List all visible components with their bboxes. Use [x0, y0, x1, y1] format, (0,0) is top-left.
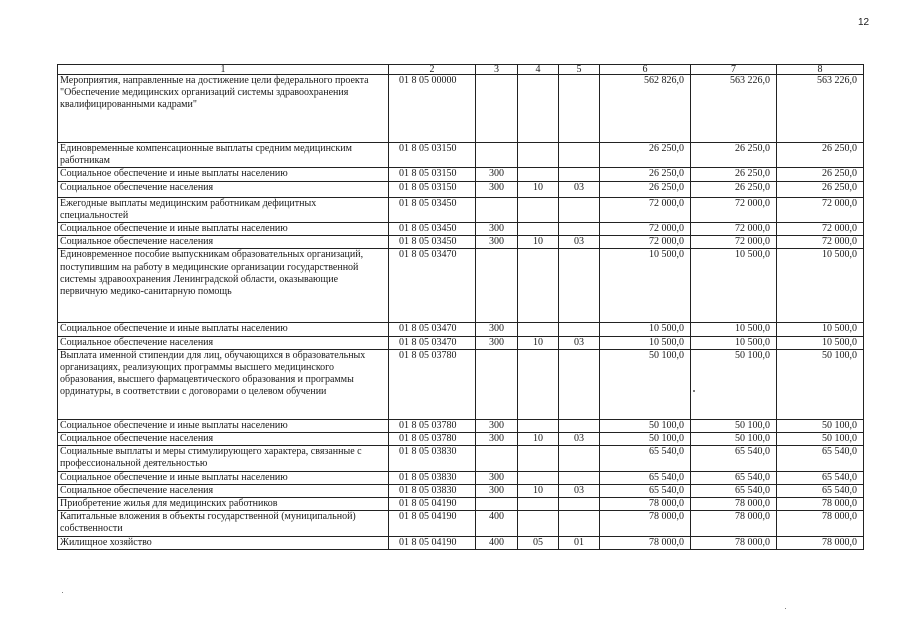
cell-t3: 300	[476, 181, 518, 197]
scan-speck	[62, 592, 63, 593]
cell-t4	[518, 197, 559, 222]
cell-v6: 10 500,0	[600, 336, 691, 349]
page-number: 12	[858, 17, 870, 28]
cell-code: 01 8 05 03470	[389, 336, 476, 349]
table-row	[58, 75, 864, 143]
cell-t5: 03	[559, 433, 600, 446]
cell-code: 01 8 05 04190	[389, 536, 476, 549]
cell-v8: 78 000,0	[777, 536, 864, 549]
cell-name: Жилищное хозяйство	[58, 536, 389, 549]
table-row	[58, 143, 864, 168]
cell-t4	[518, 471, 559, 484]
cell-v8: 26 250,0	[777, 168, 864, 181]
cell-t3: 300	[476, 419, 518, 432]
cell-v8: 72 000,0	[777, 223, 864, 236]
cell-v8: 50 100,0	[777, 433, 864, 446]
cell-t4	[518, 446, 559, 471]
header-cell: 4	[518, 65, 559, 75]
cell-t4: 10	[518, 484, 559, 497]
header-cell: 2	[389, 65, 476, 75]
cell-name: Социальные выплаты и меры стимулирующего характера, связанные с профессиональной деятельностью	[58, 446, 389, 471]
header-cell: 1	[58, 65, 389, 75]
cell-v8: 78 000,0	[777, 511, 864, 536]
cell-code: 01 8 05 03830	[389, 471, 476, 484]
cell-name: Приобретение жилья для медицинских работников	[58, 498, 389, 511]
table-row	[58, 536, 864, 549]
cell-t3: 300	[476, 484, 518, 497]
cell-v7: 50 100,0	[691, 433, 777, 446]
cell-t3: 300	[476, 323, 518, 336]
cell-t3: 300	[476, 223, 518, 236]
cell-v8: 65 540,0	[777, 471, 864, 484]
cell-name: Социальное обеспечение и иные выплаты населению	[58, 419, 389, 432]
table-row	[58, 419, 864, 432]
cell-v6: 78 000,0	[600, 536, 691, 549]
cell-v8: 26 250,0	[777, 143, 864, 168]
header-cell: 5	[559, 65, 600, 75]
table-row	[58, 181, 864, 197]
cell-name: Выплата именной стипендии для лиц, обучающихся в образовательных организациях, реализующих программы высшего медицинского образования, высшего фармацевтического образования и программы ординатуры, в соответствии с договорами о целевом обучении	[58, 349, 389, 419]
cell-code: 01 8 05 00000	[389, 75, 476, 143]
cell-t5	[559, 223, 600, 236]
cell-code: 01 8 05 03780	[389, 433, 476, 446]
cell-t5: 03	[559, 484, 600, 497]
table-row	[58, 197, 864, 222]
cell-code: 01 8 05 03150	[389, 143, 476, 168]
cell-v8: 10 500,0	[777, 323, 864, 336]
cell-v6: 65 540,0	[600, 471, 691, 484]
table-row	[58, 168, 864, 181]
cell-v8: 50 100,0	[777, 349, 864, 419]
table-row	[58, 249, 864, 323]
cell-t3	[476, 249, 518, 323]
cell-t5	[559, 323, 600, 336]
cell-v8: 50 100,0	[777, 419, 864, 432]
cell-v6: 50 100,0	[600, 419, 691, 432]
cell-t3	[476, 446, 518, 471]
cell-code: 01 8 05 03150	[389, 168, 476, 181]
cell-v6: 26 250,0	[600, 181, 691, 197]
cell-v8: 10 500,0	[777, 249, 864, 323]
cell-t5: 01	[559, 536, 600, 549]
table-row	[58, 471, 864, 484]
cell-t5	[559, 446, 600, 471]
cell-t3	[476, 75, 518, 143]
cell-t5: 03	[559, 181, 600, 197]
cell-t4	[518, 75, 559, 143]
cell-v6: 10 500,0	[600, 323, 691, 336]
cell-name: Социальное обеспечение и иные выплаты населению	[58, 471, 389, 484]
cell-v6: 65 540,0	[600, 446, 691, 471]
cell-v6: 26 250,0	[600, 168, 691, 181]
header-cell: 6	[600, 65, 691, 75]
cell-name: Ежегодные выплаты медицинским работникам дефицитных специальностей	[58, 197, 389, 222]
cell-code: 01 8 05 03780	[389, 349, 476, 419]
budget-table	[57, 64, 864, 550]
cell-name: Капитальные вложения в объекты государственной (муниципальной) собственности	[58, 511, 389, 536]
cell-v6: 10 500,0	[600, 249, 691, 323]
cell-code: 01 8 05 03470	[389, 249, 476, 323]
table-row	[58, 484, 864, 497]
cell-t4	[518, 168, 559, 181]
cell-t3: 400	[476, 511, 518, 536]
cell-t4	[518, 249, 559, 323]
cell-name: Социальное обеспечение и иные выплаты населению	[58, 223, 389, 236]
cell-code: 01 8 05 03450	[389, 236, 476, 249]
table-row	[58, 236, 864, 249]
cell-v6: 78 000,0	[600, 498, 691, 511]
cell-t4	[518, 419, 559, 432]
cell-t4: 10	[518, 236, 559, 249]
table-row	[58, 498, 864, 511]
cell-t3	[476, 197, 518, 222]
table-row	[58, 511, 864, 536]
cell-v7: 10 500,0	[691, 336, 777, 349]
cell-v7: 50 100,0	[691, 419, 777, 432]
cell-t4	[518, 143, 559, 168]
cell-v7: 65 540,0	[691, 471, 777, 484]
cell-t3: 300	[476, 471, 518, 484]
cell-t4	[518, 498, 559, 511]
table-row	[58, 323, 864, 336]
cell-t5	[559, 143, 600, 168]
cell-name: Социальное обеспечение и иные выплаты населению	[58, 168, 389, 181]
cell-v8: 65 540,0	[777, 484, 864, 497]
cell-name: Социальное обеспечение населения	[58, 484, 389, 497]
cell-t5	[559, 197, 600, 222]
cell-t5	[559, 249, 600, 323]
cell-name: Социальное обеспечение населения	[58, 236, 389, 249]
cell-v7: 72 000,0	[691, 223, 777, 236]
table-row	[58, 223, 864, 236]
cell-code: 01 8 05 03450	[389, 223, 476, 236]
cell-v7: 50 100,0	[691, 349, 777, 419]
cell-v8: 26 250,0	[777, 181, 864, 197]
cell-t3: 300	[476, 433, 518, 446]
cell-code: 01 8 05 03470	[389, 323, 476, 336]
cell-v7: 10 500,0	[691, 249, 777, 323]
cell-v7: 26 250,0	[691, 143, 777, 168]
cell-t3: 300	[476, 168, 518, 181]
cell-v6: 562 826,0	[600, 75, 691, 143]
cell-name: Социальное обеспечение населения	[58, 433, 389, 446]
header-cell: 8	[777, 65, 864, 75]
cell-t5	[559, 75, 600, 143]
cell-v8: 563 226,0	[777, 75, 864, 143]
cell-v7: 10 500,0	[691, 323, 777, 336]
cell-v7: 26 250,0	[691, 168, 777, 181]
cell-v6: 78 000,0	[600, 511, 691, 536]
cell-t4: 10	[518, 336, 559, 349]
cell-v6: 50 100,0	[600, 433, 691, 446]
cell-v6: 65 540,0	[600, 484, 691, 497]
cell-t3: 300	[476, 236, 518, 249]
header-cell: 7	[691, 65, 777, 75]
cell-v6: 72 000,0	[600, 223, 691, 236]
cell-v7: 72 000,0	[691, 197, 777, 222]
table-row	[58, 433, 864, 446]
cell-code: 01 8 05 03450	[389, 197, 476, 222]
cell-code: 01 8 05 03780	[389, 419, 476, 432]
cell-t4	[518, 511, 559, 536]
cell-code: 01 8 05 04190	[389, 511, 476, 536]
cell-t4: 05	[518, 536, 559, 549]
header-cell: 3	[476, 65, 518, 75]
cell-v7: 65 540,0	[691, 446, 777, 471]
cell-v7: 72 000,0	[691, 236, 777, 249]
cell-name: Социальное обеспечение и иные выплаты населению	[58, 323, 389, 336]
cell-t3: 400	[476, 536, 518, 549]
cell-v8: 72 000,0	[777, 236, 864, 249]
cell-t3	[476, 498, 518, 511]
cell-code: 01 8 05 03150	[389, 181, 476, 197]
cell-name: Мероприятия, направленные на достижение цели федерального проекта "Обеспечение медицинских организаций системы здравоохранения квалифицированными кадрами"	[58, 75, 389, 143]
cell-t3: 300	[476, 336, 518, 349]
cell-v6: 26 250,0	[600, 143, 691, 168]
scan-speck	[693, 390, 695, 392]
cell-t4	[518, 349, 559, 419]
cell-t5	[559, 471, 600, 484]
cell-code: 01 8 05 04190	[389, 498, 476, 511]
table-row	[58, 446, 864, 471]
cell-t5	[559, 168, 600, 181]
cell-t5	[559, 349, 600, 419]
cell-code: 01 8 05 03830	[389, 446, 476, 471]
table-row	[58, 336, 864, 349]
table-row	[58, 349, 864, 419]
cell-v7: 78 000,0	[691, 536, 777, 549]
cell-t5: 03	[559, 336, 600, 349]
cell-name: Социальное обеспечение населения	[58, 336, 389, 349]
cell-v6: 72 000,0	[600, 236, 691, 249]
cell-name: Социальное обеспечение населения	[58, 181, 389, 197]
cell-v7: 78 000,0	[691, 498, 777, 511]
cell-v8: 65 540,0	[777, 446, 864, 471]
cell-t4: 10	[518, 181, 559, 197]
cell-v8: 72 000,0	[777, 197, 864, 222]
cell-t3	[476, 349, 518, 419]
cell-t4: 10	[518, 433, 559, 446]
cell-t5	[559, 498, 600, 511]
cell-t5	[559, 419, 600, 432]
cell-t4	[518, 323, 559, 336]
cell-v8: 78 000,0	[777, 498, 864, 511]
cell-name: Единовременные компенсационные выплаты средним медицинским работникам	[58, 143, 389, 168]
scan-speck	[785, 608, 786, 609]
cell-v7: 26 250,0	[691, 181, 777, 197]
cell-v7: 563 226,0	[691, 75, 777, 143]
cell-name: Единовременное пособие выпускникам образовательных организаций, поступившим на работу в медицинские организации государственной системы здравоохранения Ленинградской области, оказывающие первичную медико-санитарную помощь	[58, 249, 389, 323]
cell-v7: 78 000,0	[691, 511, 777, 536]
cell-t5: 03	[559, 236, 600, 249]
cell-v6: 50 100,0	[600, 349, 691, 419]
cell-v6: 72 000,0	[600, 197, 691, 222]
table-header-row	[58, 65, 864, 75]
cell-code: 01 8 05 03830	[389, 484, 476, 497]
cell-v8: 10 500,0	[777, 336, 864, 349]
cell-t5	[559, 511, 600, 536]
cell-v7: 65 540,0	[691, 484, 777, 497]
cell-t4	[518, 223, 559, 236]
cell-t3	[476, 143, 518, 168]
